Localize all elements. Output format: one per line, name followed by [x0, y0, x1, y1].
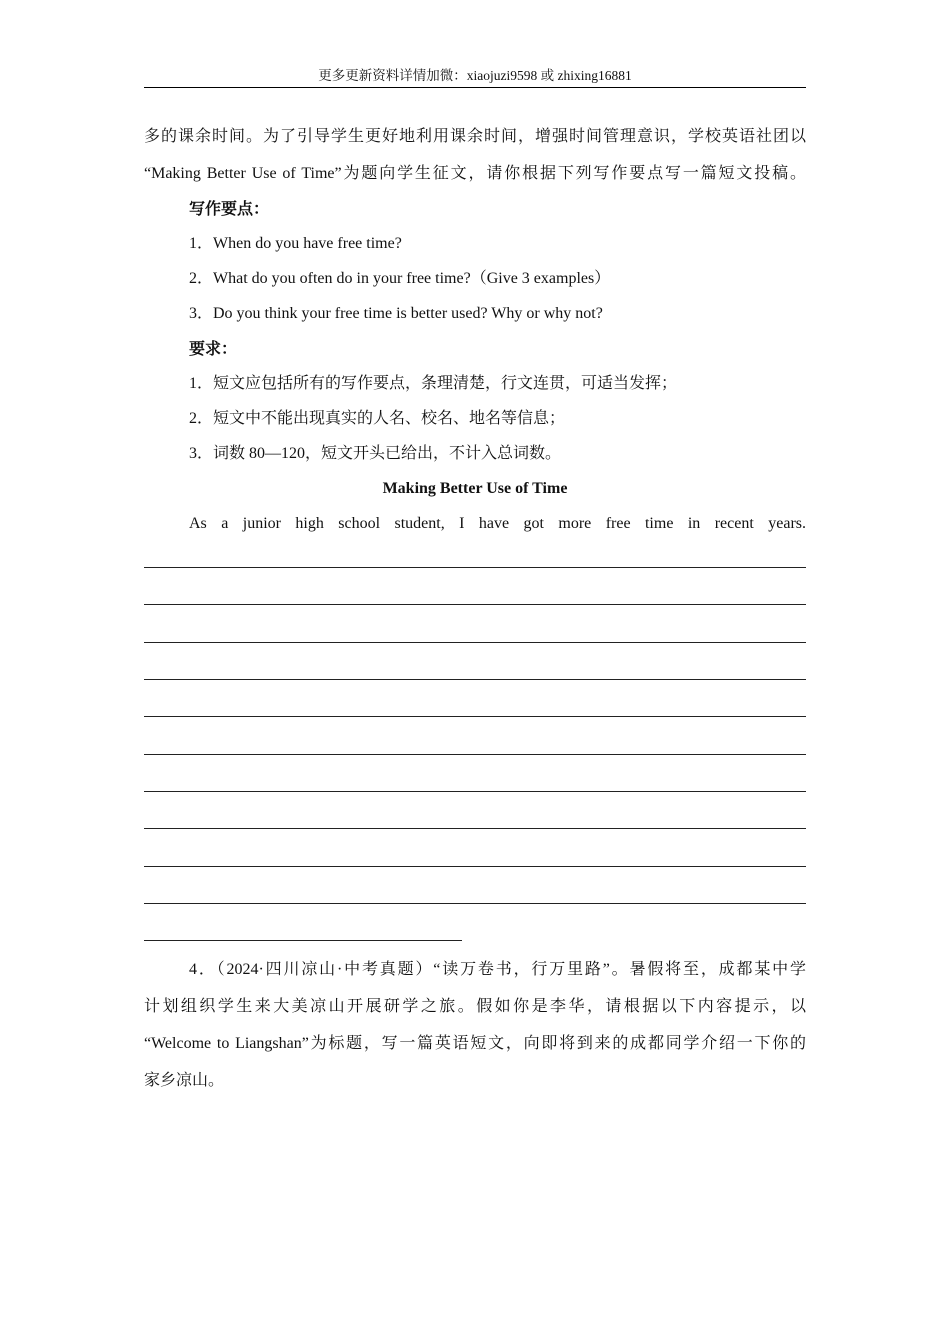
answer-line — [144, 642, 806, 643]
writing-point-3: 3．Do you think your free time is better used? Why or why not? — [189, 305, 603, 322]
requirements-heading: 要求： — [189, 341, 238, 358]
answer-line-last — [144, 940, 462, 941]
writing-point-1: 1．When do you have free time? — [189, 235, 402, 252]
writing-points-heading: 写作要点： — [189, 201, 270, 218]
q3-intro-line-1: 多的课余时间。为了引导学生更好地利用课余时间，增强时间管理意识，学校英语社团以 — [144, 128, 806, 145]
answer-line — [144, 754, 806, 755]
answer-line — [144, 791, 806, 792]
q4-line-2: 计划组织学生来大美凉山开展研学之旅。假如你是李华，请根据以下内容提示，以 — [144, 998, 806, 1015]
answer-line — [144, 567, 806, 568]
requirement-2: 2．短文中不能出现真实的人名、校名、地名等信息； — [189, 410, 566, 427]
answer-line — [144, 866, 806, 867]
answer-line — [144, 716, 806, 717]
q4-line-4: 家乡凉山。 — [144, 1072, 225, 1089]
requirement-1: 1．短文应包括所有的写作要点，条理清楚，行文连贯，可适当发挥； — [189, 375, 678, 392]
essay-opening-sentence: As a junior high school student, I have got more free time in recent years. — [189, 515, 806, 532]
writing-point-2: 2．What do you often do in your free time?（Give 3 examples） — [189, 270, 611, 287]
answer-line — [144, 828, 806, 829]
answer-line — [144, 679, 806, 680]
answer-line — [144, 604, 806, 605]
q4-line-1: 4．（2024·四川凉山·中考真题）“读万卷书，行万里路”。暑假将至，成都某中学 — [189, 961, 806, 978]
header-rule — [144, 87, 806, 88]
answer-line — [144, 903, 806, 904]
essay-title: Making Better Use of Time — [382, 480, 568, 497]
q4-line-3: “Welcome to Liangshan”为标题，写一篇英语短文，向即将到来的成都同学介绍一下你的 — [144, 1035, 806, 1052]
requirement-3: 3．词数 80—120，短文开头已给出，不计入总词数。 — [189, 445, 562, 462]
page-header: 更多更新资料详情加微：xiaojuzi9598 或 zhixing16881 — [318, 68, 632, 83]
q3-intro-line-2: “Making Better Use of Time”为题向学生征文，请你根据下列写作要点写一篇短文投稿。 — [144, 165, 806, 182]
